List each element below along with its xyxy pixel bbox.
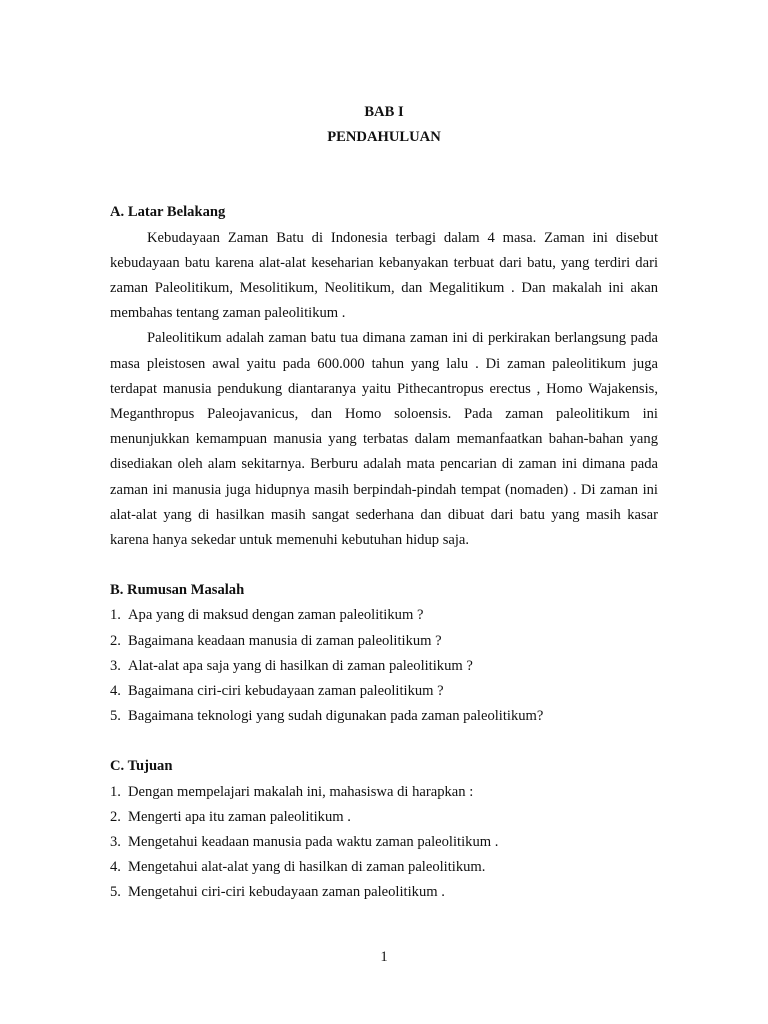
list-item — [110, 629, 658, 654]
paragraph: Kebudayaan Zaman Batu di Indonesia terbagi dalam 4 masa. Zaman ini disebut kebudayaan batu karena alat-alat keseharian kebanyakan terbuat dari batu, yang terdiri dari zaman Paleolitikum, Mesolitikum, Neolitikum, dan Megalitikum . Dan makalah ini akan membahas tentang zaman paleolitikum . — [110, 229, 658, 322]
paragraph: Paleolitikum adalah zaman batu tua dimana zaman ini di perkirakan berlangsung pada masa pleistosen awal yaitu pada 600.000 tahun yang lalu . Di zaman paleolitikum juga terdapat manusia pendukung diantaranya yaitu Pithecantropus erectus , Homo Wajakensis, Meganthropus Paleojavanicus, dan Homo soloensis. Pada zaman paleolitikum ini menunjukkan kemampuan manusia yang terbatas dalam memanfaatkan bahan-bahan yang disediakan oleh alam sekitarnya. Berburu adalah mata pencarian di zaman ini dimana pada zaman ini manusia juga hidupnya masih berpindah-pindah tempat (nomaden) . Di zaman ini alat-alat yang di hasilkan masih sangat sederhana dan dibuat dari batu yang masih kasar karena hanya sekedar untuk memenuhi kebutuhan hidup saja. — [110, 330, 658, 549]
list-item-text: Bagaimana teknologi yang sudah digunakan pada zaman paleolitikum? — [128, 708, 544, 725]
section-heading-rumusan-masalah: B. Rumusan Masalah — [110, 582, 245, 599]
list-item-number: 2. — [110, 808, 121, 825]
section-tujuan — [110, 754, 658, 905]
list-item-text: Apa yang di maksud dengan zaman paleolitikum ? — [128, 607, 424, 624]
list-item — [110, 679, 658, 704]
section-heading-latar-belakang: A. Latar Belakang — [110, 204, 226, 221]
list-item-text: Alat-alat apa saja yang di hasilkan di zaman paleolitikum ? — [128, 657, 473, 674]
list-item-text: Dengan mempelajari makalah ini, mahasiswa di harapkan : — [128, 783, 474, 800]
section-spacer — [110, 553, 658, 578]
list-item-number: 3. — [110, 834, 121, 851]
list-item — [110, 855, 658, 880]
list-item — [110, 880, 658, 905]
list-item-text: Mengetahui ciri-ciri kebudayaan zaman paleolitikum . — [128, 884, 445, 901]
page-number: 1 — [380, 949, 388, 965]
chapter-number: BAB I — [364, 104, 404, 120]
list-item-number: 2. — [110, 632, 121, 649]
list-item-text: Mengerti apa itu zaman paleolitikum . — [128, 808, 351, 825]
list-item-number: 4. — [110, 683, 121, 700]
list-item-number: 1. — [110, 607, 121, 624]
section-rumusan-masalah — [110, 578, 658, 729]
list-item — [110, 654, 658, 679]
chapter-title: PENDAHULUAN — [327, 129, 441, 146]
list-item — [110, 805, 658, 830]
list-item-text: Mengetahui keadaan manusia pada waktu zaman paleolitikum . — [128, 834, 499, 851]
tujuan-list — [110, 780, 658, 906]
list-item-number: 3. — [110, 657, 121, 674]
section-latar-belakang — [110, 200, 658, 553]
list-item-number: 5. — [110, 708, 121, 725]
list-item-text: Bagaimana ciri-ciri kebudayaan zaman paleolitikum ? — [128, 683, 444, 700]
document-page — [110, 100, 658, 906]
list-item-number: 4. — [110, 859, 121, 876]
list-item — [110, 830, 658, 855]
list-item — [110, 603, 658, 628]
list-item-text: Bagaimana keadaan manusia di zaman paleolitikum ? — [128, 632, 442, 649]
list-item — [110, 704, 658, 729]
section-spacer — [110, 729, 658, 754]
list-item-number: 1. — [110, 783, 121, 800]
list-item — [110, 780, 658, 805]
list-item-text: Mengetahui alat-alat yang di hasilkan di zaman paleolitikum. — [128, 859, 486, 876]
rumusan-masalah-list — [110, 603, 658, 729]
section-heading-tujuan: C. Tujuan — [110, 758, 173, 775]
list-item-number: 5. — [110, 884, 121, 901]
